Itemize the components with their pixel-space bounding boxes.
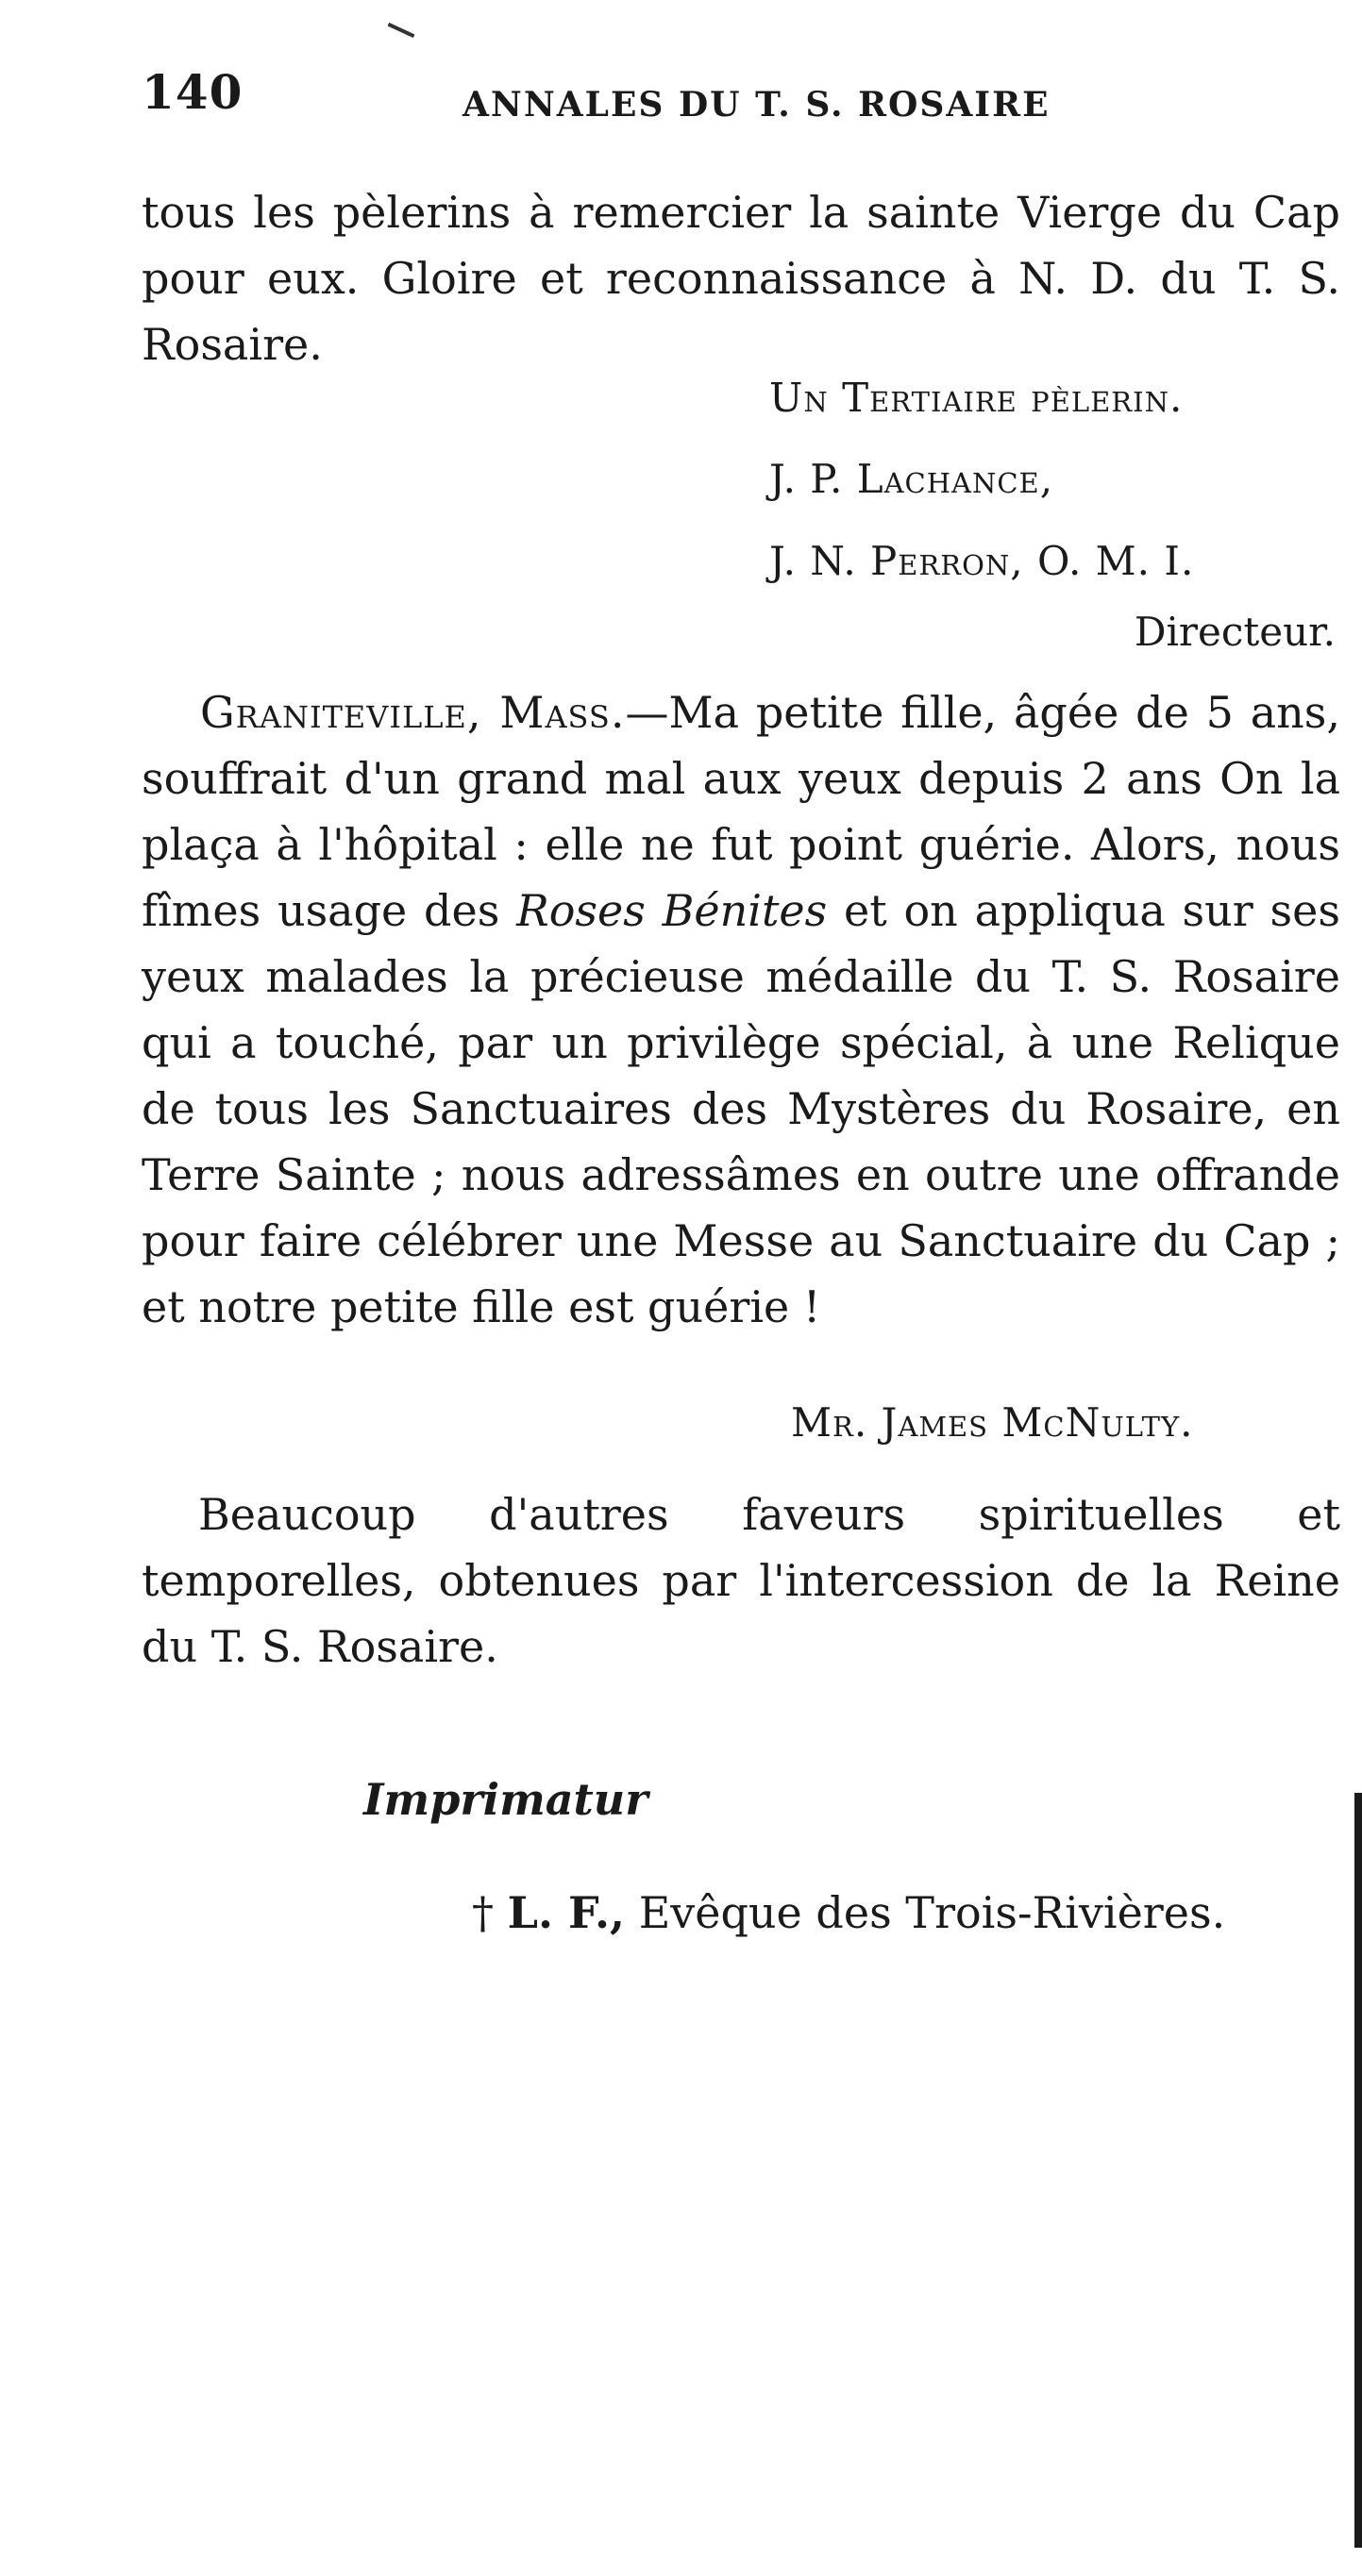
roses-benites: Roses Bénites xyxy=(516,885,828,936)
signature-perron: J. N. Perron, O. M. I. xyxy=(769,538,1195,584)
signature-lachance: J. P. Lachance, xyxy=(769,456,1054,502)
place-name: Graniteville, Mass. xyxy=(200,687,626,738)
paragraph-2-text-b: et on appliqua sur ses yeux malades la précieuse médaille du T. S. Rosaire qui a touché, par un privilège spécial, à une Relique de tous les Sanctuaires des Mystères du Rosaire, en Terre Sainte ; nous adressâmes en outre une offrande pour faire célébrer une Messe au Sanctuaire du Cap ; et notre petite fille est guérie ! xyxy=(142,885,1340,1332)
bishop-initials: L. F., xyxy=(507,1887,626,1938)
signature-directeur: Directeur. xyxy=(1134,609,1336,655)
signature-mcnulty: Mr. James McNulty. xyxy=(791,1399,1194,1446)
imprimatur-label: Imprimatur xyxy=(363,1774,648,1825)
paragraph-1: tous les pèlerins à remercier la sainte Vierge du Cap pour eux. Gloire et reconnaissance à N. D. du T. S. Rosaire. xyxy=(142,187,1340,370)
margin-mark xyxy=(388,23,415,38)
page-number: 140 xyxy=(142,64,244,120)
bishop-title: Evêque des Trois-Rivières. xyxy=(638,1887,1226,1938)
signature-tertiaire: Un Tertiaire pèlerin. xyxy=(769,375,1184,421)
running-title: ANNALES DU T. S. ROSAIRE xyxy=(462,85,1051,125)
page-edge-line xyxy=(1354,1793,1362,2548)
cross-symbol: † xyxy=(472,1887,494,1938)
paragraph-2 xyxy=(142,679,1340,1340)
paragraph-2-text-a: —Ma petite fille, âgée de 5 ans, souffrait d'un grand mal aux yeux depuis 2 ans On la plaça à l'hôpital : elle ne fut point guérie. Alors, nous fîmes usage des xyxy=(142,687,1340,936)
page-header xyxy=(142,64,1340,130)
bishop-signature xyxy=(472,1887,1225,1938)
paragraph-3: Beaucoup d'autres faveurs spirituelles et temporelles, obtenues par l'intercession de la Reine du T. S. Rosaire. xyxy=(142,1489,1340,1672)
